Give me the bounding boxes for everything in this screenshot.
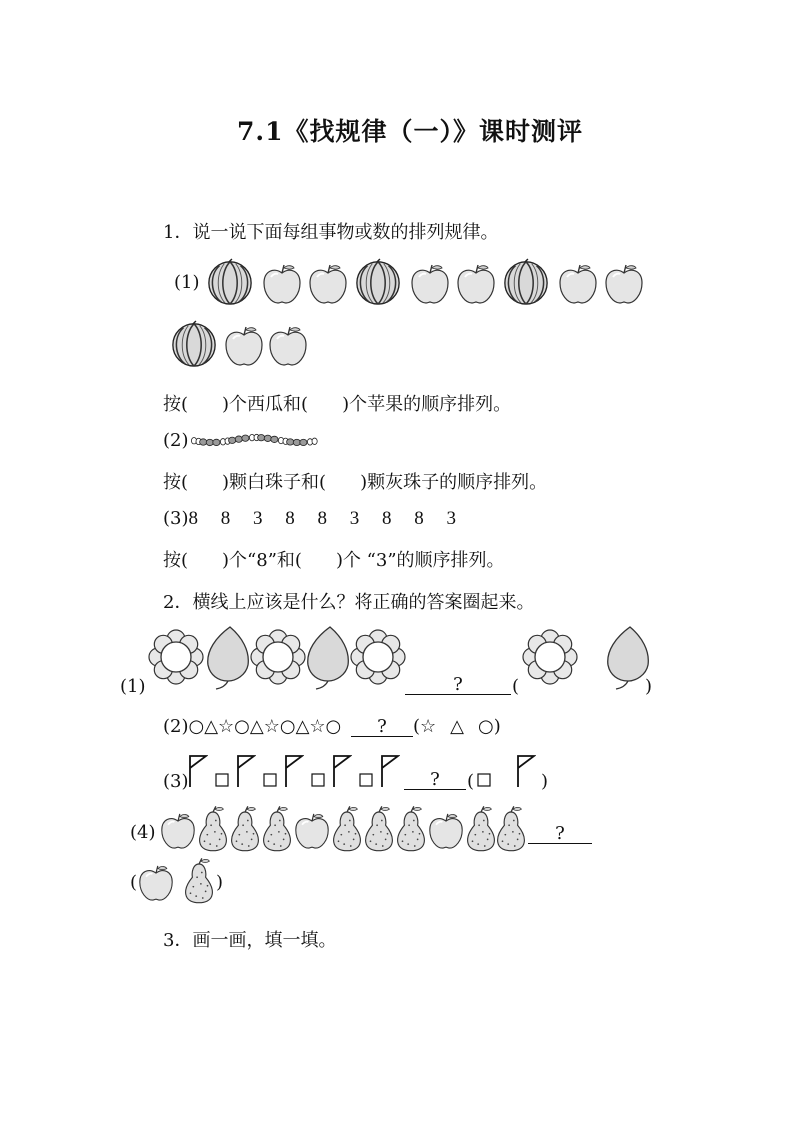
- watermelon-icon: [357, 259, 399, 304]
- q2-p3-label: (3): [163, 771, 189, 792]
- apple-icon: [264, 265, 300, 303]
- grey-bead: [200, 439, 207, 445]
- grey-bead: [300, 439, 307, 445]
- q1-p1-label: (1): [174, 272, 200, 293]
- apple-icon: [560, 265, 596, 303]
- apple-icon: [310, 265, 346, 303]
- question-mark: ?: [404, 771, 466, 790]
- pear-icon: [398, 806, 425, 850]
- flag-icon: [382, 756, 398, 787]
- q2-p4-options: [138, 858, 220, 906]
- flag-icon: [190, 756, 206, 787]
- watermelon-icon: [209, 259, 251, 304]
- option-triangle[interactable]: △: [450, 716, 465, 737]
- square-icon: [360, 774, 372, 786]
- grey-bead: [242, 435, 249, 441]
- square-icon: [264, 774, 276, 786]
- apple-icon: [226, 327, 262, 365]
- grey-bead: [213, 439, 220, 445]
- pear-option-icon: [186, 858, 213, 902]
- sentence-part: )个 “3”的顺序排列。: [335, 550, 505, 571]
- option-star[interactable]: ☆: [420, 716, 437, 737]
- apple-option-icon: [140, 866, 172, 900]
- sentence-part: 按(: [163, 394, 189, 415]
- apple-icon: [606, 265, 642, 303]
- page-title: 7.1《找规律（一）》课时测评: [237, 117, 583, 146]
- q1-p2-label: (2): [163, 430, 189, 451]
- q1-heading: 1．说一说下面每组事物或数的排列规律。: [163, 222, 499, 243]
- q2-p2-line: [163, 716, 501, 737]
- grey-bead: [235, 436, 242, 442]
- pear-icon: [200, 806, 227, 850]
- question-mark: ?: [528, 825, 592, 844]
- square-icon: [312, 774, 324, 786]
- apple-icon: [162, 814, 194, 848]
- flag-option-icon: [518, 756, 534, 787]
- grey-bead: [229, 437, 236, 443]
- pear-icon: [334, 806, 361, 850]
- q2-p1-label: (1): [120, 676, 146, 697]
- q1-p1-answer-line: [163, 390, 511, 416]
- q1-p3-line: [163, 508, 456, 530]
- q2-flag-row: [188, 752, 404, 792]
- open-paren: (: [413, 716, 421, 737]
- flower-icon: [149, 630, 203, 684]
- question-mark: ?: [405, 676, 511, 695]
- option-circle[interactable]: ○: [478, 716, 494, 737]
- pear-icon: [232, 806, 259, 850]
- square-icon: [216, 774, 228, 786]
- question-mark[interactable]: ?: [351, 718, 413, 737]
- leaf-option-icon: [608, 627, 649, 689]
- pear-icon: [264, 806, 291, 850]
- grey-bead: [287, 439, 294, 445]
- leaf-icon: [308, 627, 349, 689]
- pear-icon: [498, 806, 525, 850]
- bead-string: [190, 430, 325, 450]
- close-paren: ): [541, 771, 549, 792]
- white-bead: [312, 438, 317, 444]
- q2-p3-options: [478, 752, 542, 792]
- q3-heading: 3．画一画，填一填。: [163, 930, 337, 951]
- q1-fruit-row-1: [206, 258, 646, 306]
- q1-p2-answer-line: [163, 468, 547, 494]
- watermelon-icon: [505, 259, 547, 304]
- flag-icon: [334, 756, 350, 787]
- shape-sequence: ○△☆○△☆○△☆○: [188, 716, 342, 737]
- pear-icon: [468, 806, 495, 850]
- sentence-part: )个“8”和(: [222, 550, 302, 571]
- apple-icon: [458, 265, 494, 303]
- q1-p3-answer-line: [163, 546, 505, 572]
- sentence-part: 按(: [163, 550, 189, 571]
- grey-bead: [293, 439, 300, 445]
- apple-icon: [430, 814, 462, 848]
- q2-shape-row: [148, 625, 408, 691]
- flower-icon: [351, 630, 405, 684]
- grey-bead: [258, 434, 265, 440]
- watermelon-icon: [173, 321, 215, 366]
- q2-p3-blank[interactable]: [404, 769, 466, 790]
- sentence-part: )颗灰珠子的顺序排列。: [360, 472, 548, 493]
- flower-icon: [251, 630, 305, 684]
- sentence-part: )个苹果的顺序排列。: [342, 394, 512, 415]
- open-paren: (: [512, 676, 520, 697]
- pear-icon: [366, 806, 393, 850]
- q1-fruit-row-2: [170, 320, 310, 368]
- square-option-icon: [478, 774, 490, 786]
- q2-p4-blank[interactable]: [528, 823, 592, 844]
- open-paren: (: [130, 872, 138, 893]
- close-paren: ): [493, 716, 501, 737]
- sentence-part: 按(: [163, 472, 189, 493]
- close-paren: ): [216, 872, 224, 893]
- flower-option-icon: [523, 630, 577, 684]
- apple-icon: [270, 327, 306, 365]
- open-paren: (: [467, 771, 475, 792]
- grey-bead: [271, 436, 278, 442]
- number-sequence: 8 8 3 8 8 3 8 8 3: [188, 508, 456, 529]
- flag-icon: [286, 756, 302, 787]
- q1-p3-label: (3): [163, 508, 189, 529]
- q2-p2-label: (2): [163, 716, 189, 737]
- close-paren: ): [645, 676, 653, 697]
- q2-p1-blank[interactable]: [405, 674, 511, 695]
- q2-fruit-row: [160, 806, 528, 854]
- apple-icon: [296, 814, 328, 848]
- grey-bead: [264, 435, 271, 441]
- sentence-part: )个西瓜和(: [222, 394, 309, 415]
- q2-heading: 2．横线上应该是什么？将正确的答案圈起来。: [163, 592, 535, 613]
- grey-bead: [206, 439, 213, 445]
- apple-icon: [412, 265, 448, 303]
- flag-icon: [238, 756, 254, 787]
- sentence-part: )颗白珠子和(: [222, 472, 327, 493]
- q2-p1-options: [522, 625, 652, 691]
- leaf-icon: [208, 627, 249, 689]
- q2-p4-label: (4): [130, 822, 156, 843]
